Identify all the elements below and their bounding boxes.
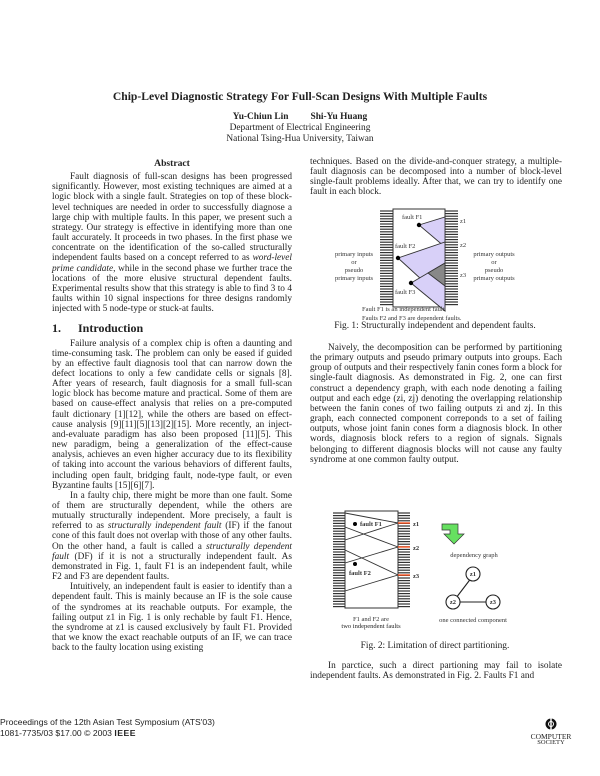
output-hatching (398, 513, 410, 607)
fault-label: fault F2 (349, 570, 371, 577)
paragraph: In parctice, such a direct partioning may fail to isolate independent faults. As demonstrated in Fig. 2. Faults F1 and (310, 661, 562, 682)
affiliation-line: Department of Electrical Engineering (229, 123, 371, 133)
fault-f2-dot (396, 256, 400, 260)
output-label: z2 (413, 545, 420, 552)
outputs-label: pseudo (484, 267, 504, 274)
fault-f2-dot (353, 562, 357, 566)
figure-2 (320, 505, 570, 625)
inputs-label: primary inputs (334, 251, 374, 258)
section-heading: 1. Introduction (52, 321, 144, 336)
output-label: z1 (460, 218, 467, 225)
abstract-heading: Abstract (154, 158, 190, 169)
right-column-middle (310, 343, 562, 465)
paper-title: Chip-Level Diagnostic Strategy For Full-Scan Designs With Multiple Faults (112, 90, 488, 103)
author-name: Yu-Chiun Lin (232, 112, 289, 122)
figure-1-caption: Fig. 1: Structurally independent and dependent faults. (334, 321, 536, 331)
author-block (0, 112, 600, 145)
left-column (52, 159, 292, 653)
paragraph: Intuitively, an independent fault is easier to identify than a dependent fault. This is mainly because an IF is the sole cause of the syndromes at its reachable outputs. For example, the failing output z1 in Fig. 1 is only rechable by fault F1. Hence, the syndrome at z1 is caused exclusively by fault F1. Provided that we know the exact reachable outputs of an IF, we can trace back to the faulty location using existing (52, 582, 292, 654)
output-hatching (445, 211, 458, 305)
graph-label: dependency graph (450, 552, 498, 559)
outputs-label: or (491, 259, 497, 266)
fault-label: fault F1 (360, 521, 382, 528)
figure-2-caption: Fig. 2: Limitation of direct partitioning. (360, 641, 510, 651)
outputs-label: primary outputs (473, 251, 515, 258)
fault-label: fault F3 (395, 289, 416, 296)
figure-note: Fault F1 is an independent fault. (362, 306, 447, 313)
abstract-text: Fault diagnosis of full-scan designs has been progressed significantly. However, most existing techniques are aimed at a logic block with a single fault. Strategies on top of these block-level techniques are needed in order to successfully diagnose a large chip with multiple faults. In this paper, we present such a strategy. Our strategy is effective in identifying more than one fault accurately. It proceeds in two phases. In the first phase we concentrate on the identification of the so-called structurally independent faults based on a concept referred to as word-level prime candidate, while in the second phase we further trace the locations of the more elusive structural dependent faults. Experimental results show that this strategy is able to find 3 to 4 faults within 10 signal inspections for three designs randomly injected with 5 node-type or stuck-at faults. (52, 172, 292, 315)
output-label: z3 (460, 272, 467, 279)
node-label: z2 (449, 599, 457, 606)
right-column-bottom (310, 661, 562, 681)
outputs-label: primary outputs (473, 275, 515, 282)
output-label: z1 (413, 521, 420, 528)
output-label: z2 (460, 242, 467, 249)
ieee-logo: IEEE (114, 728, 136, 738)
fault-label: fault F1 (402, 214, 423, 221)
figure-1 (310, 200, 570, 325)
input-hatching (333, 513, 345, 607)
paragraph: Failure analysis of a complex chip is often a daunting and time-consuming task. The problem can only be eased if guided by an effective fault diagnosis tool that can narrow down the defect locations to only a few candidate cells or signals [8]. After years of research, fault diagnosis for a small full-scan logic block has become mature and practical. Some of them are based on cause-effect analysis that relies on a pre-computed fault dictionary [1][12], while the others are based on effect-cause analysis [9][11][5][13][2][15]. More recently, an inject-and-evaluate paradigm has also been proposed [11][5]. This new paradigm, being a generalization of the effect-cause analysis, achieves an even higher accuracy due to its flexibility of taking into account the various behaviors of different faults, including open fault, bridging fault, node-type fault, or even Byzantine faults [15][6][7]. (52, 338, 292, 491)
component-label: one connected component (439, 617, 507, 624)
computer-society-logo: COMPUTER SOCIETY (520, 717, 582, 747)
affiliation-line: National Tsing-Hua University, Taiwan (226, 134, 374, 144)
input-hatching (380, 211, 393, 305)
copyright-line: 1081-7735/03 $17.00 © 2003 IEEE (0, 728, 136, 738)
figure-note: two independent faults (341, 623, 401, 630)
right-column-top (310, 157, 562, 198)
inputs-label: or (351, 259, 357, 266)
inputs-label: primary inputs (334, 275, 374, 282)
output-label: z3 (413, 573, 420, 580)
computer-society-icon (544, 717, 558, 731)
paragraph: In a faulty chip, there might be more than one fault. Some of them are structurally dependent, while the others are mutually structurally independent. More precisely, a fault is referred to as structurally independent fault (IF) if the fanout cone of this fault does not overlap with those of any other faults. On the other hand, a fault is called a structurally dependent fault (DF) if it is not a structurally independent fault. As demonstrated in Fig. 1, fault F1 is an independent fault, while F2 and F3 are dependent faults. (52, 490, 292, 583)
node-label: z1 (469, 571, 477, 578)
arrow-down-icon (442, 524, 464, 544)
node-label: z3 (489, 599, 497, 606)
footer (0, 717, 215, 739)
paragraph: Naively, the decomposition can be performed by partitioning the primary outputs and pseudo primary outputs into groups. Each group of outputs and their respectively fanin cones form a block for single-fault diagnosis. As demonstrated in Fig. 2, one can first construct a dependency graph, with each node denoting a failing output and each edge (zi, zj) denoting the overlapping relationship between the fanin cones of two failing outputs zi and zj. In this graph, each connected component correponds to a set of failing outputs, whose joint fanin cones form a diagnosis block. In other words, diagnosis block refers to a region of signals. Signals belonging to different diagnosis blocks will not cause any faulty syndrome at one common faulty output. (310, 343, 562, 465)
paragraph: techniques. Based on the divide-and-conquer strategy, a multiple-fault diagnosis can be decomposed into a number of block-level single-fault problems ideally. After that, we can try to identify one fault in each block. (310, 157, 562, 198)
fault-f1-dot (353, 522, 357, 526)
figure-note: Faults F2 and F3 are dependent faults. (362, 315, 462, 322)
fault-label: fault F2 (395, 243, 416, 250)
proceedings-line: Proceedings of the 12th Asian Test Symposium (ATS'03) (0, 717, 215, 727)
inputs-label: pseudo (344, 267, 364, 274)
fault-f1-dot (417, 223, 421, 227)
fault-f3-dot (409, 281, 413, 285)
figure-note: F1 and F2 are (353, 616, 389, 623)
author-name: Shi-Yu Huang (310, 112, 368, 122)
